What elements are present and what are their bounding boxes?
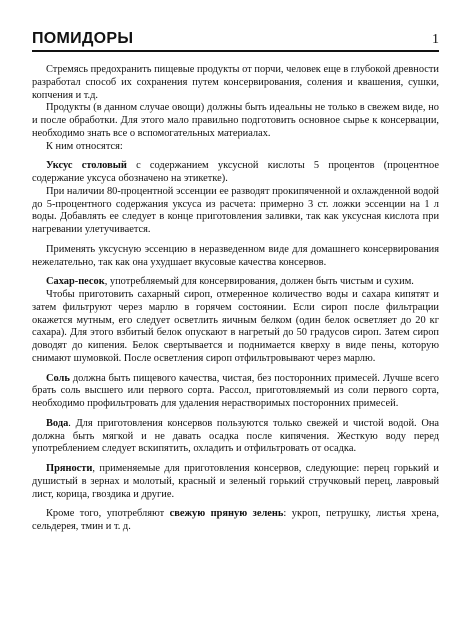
paragraph-sugar: Сахар-песок, употребляемый для консервирования, должен быть чистым и сухим. [46, 276, 414, 288]
paragraph-intro: Стремясь предохранить пищевые продукты от порчи, человек еще в глубокой древности разработал способ их сохранения путем консервирования, соления и квашения, сушки, копчения и т.д. [32, 64, 439, 101]
paragraph-syrup: Чтобы приготовить сахарный сироп, отмеренное количество воды и сахара кипятят и затем фильтруют через марлю в горячем состоянии. Если сироп после фильтрации окажется мутным, его следует осветлить яичным белком (один белок осветляет до 20 кг сахара). Для этого взбитый белок опускают в нагретый до 50 градусов сироп. Затем сироп доводят до кипения. Белок свертывается и поднимается кверху в виде пены, которую снимают шумовкой. После осветления сироп отфильтровывают через марлю. [32, 289, 439, 364]
paragraph-spices: Пряности, применяемые для приготовления консервов, следующие: перец горький и душистый в зернах и молотый, красный и зеленый горький стручковый перец, лавровый лист, корица, гвоздика и другие. [32, 463, 439, 500]
term-greens: свежую пряную зелень [169, 508, 284, 520]
page-title: ПОМИДОРЫ [32, 30, 134, 47]
term-vinegar: Уксус столовый [46, 160, 127, 172]
term-sugar: Сахар-песок [46, 276, 105, 288]
header-rule [32, 50, 439, 52]
paragraph-list-intro: К ним относятся: [46, 140, 123, 152]
page-number: 1 [432, 32, 439, 47]
body-text [32, 64, 439, 534]
paragraph-water: Вода. Для приготовления консервов пользуются только свежей и чистой водой. Она должна быть мягкой и не давать осадка после кипячения. Жесткую воду перед употреблением следует вскипятить, охладить и отфильтровать от осадка. [32, 417, 439, 455]
term-water: Вода [46, 417, 69, 429]
paragraph-essence-note: Применять уксусную эссенцию в неразведенном виде для домашнего консервирования нежелательно, так как она ухудшает вкусовые качества консервов. [32, 243, 439, 268]
paragraph-essence: При наличии 80-процентной эссенции ее разводят прокипяченной и охлажденной водой до 5-процентного содержания уксуса из расчета: примерно 3 ст. ложки эссенции на 1 л воды. Добавлять ее следует в конце приготовления заливки, так как уксусная кислота при нагревании улетучивается. [32, 185, 439, 235]
paragraph-products: Продукты (в данном случае овощи) должны быть идеальны не только в свежем виде, но и после обработки. Для этого мало правильно подготовить основное сырье к консервации, необходимо знать все о вспомогательных материалах. [32, 102, 439, 139]
paragraph-greens: Кроме того, употребляют свежую пряную зелень: укроп, петрушку, листья хрена, сельдерея, тмин и т. д. [32, 508, 440, 532]
paragraph-salt: Соль должна быть пищевого качества, чистая, без посторонних примесей. Лучше всего брать соль высшего или первого сорта. Рассол, приготовляемый из соли первого сорта, необходимо профильтровать для удаления нерастворимых посторонних примесей. [32, 372, 439, 409]
term-salt: Соль [46, 372, 70, 384]
page-header [32, 26, 439, 48]
term-spices: Пряности [46, 463, 93, 474]
paragraph-vinegar: Уксус столовый с содержанием уксусной кислоты 5 процентов (процентное содержание уксуса обозначено на этикетке). [32, 160, 439, 184]
